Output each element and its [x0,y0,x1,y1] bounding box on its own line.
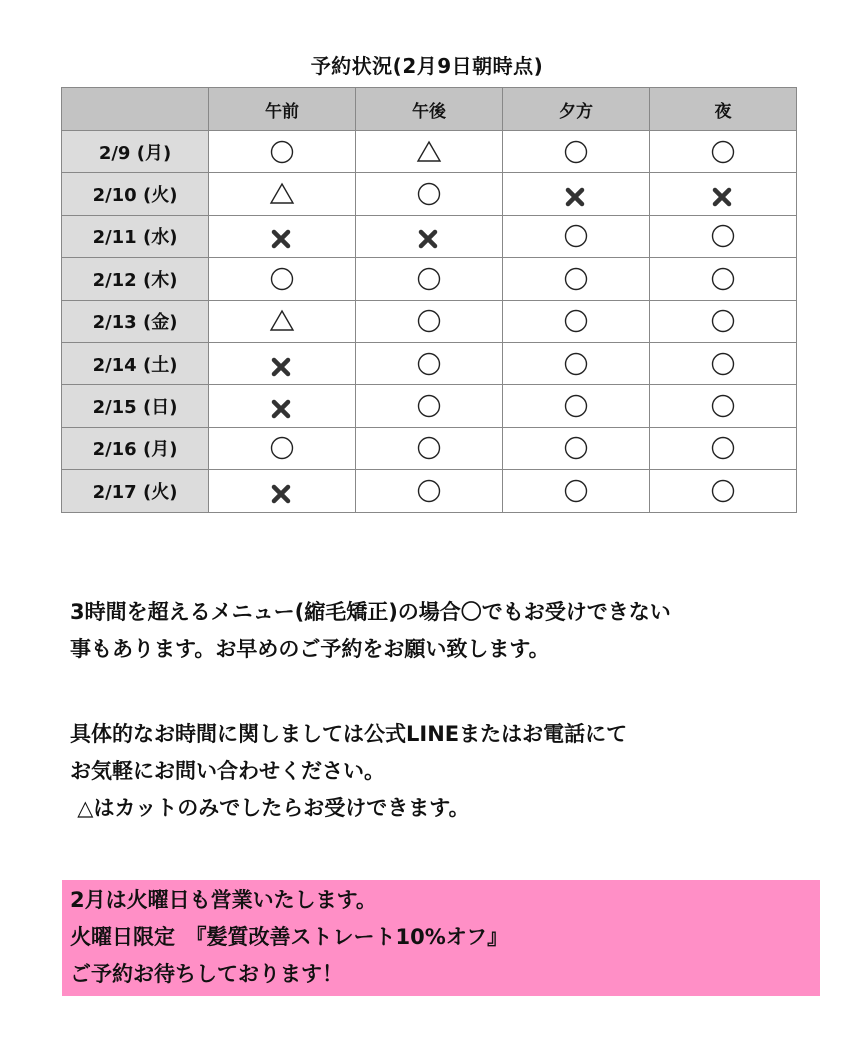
circle-mark-icon [563,223,589,249]
slot-cell-morning [209,342,356,384]
slot-cell-morning [209,470,356,512]
table-body [62,131,797,513]
notice-paragraph-2 [70,716,627,827]
table-row [62,173,797,215]
slot-cell-night [650,470,797,512]
notice-line: 事もあります。お早めのご予約をお願い致します。 [70,637,550,661]
circle-mark-icon [563,351,589,377]
date-cell: 2/12 (木) [62,258,209,300]
triangle-mark-icon [416,139,442,165]
slot-cell-morning [209,215,356,257]
circle-mark-icon [416,308,442,334]
date-cell: 2/9 (月) [62,131,209,173]
circle-mark-icon [710,139,736,165]
slot-cell-night [650,427,797,469]
cross-mark-icon [416,223,442,249]
slot-cell-evening [503,385,650,427]
triangle-mark-icon [269,181,295,207]
slot-cell-afternoon [356,258,503,300]
table-header-row [62,88,797,131]
slot-cell-evening [503,427,650,469]
slot-cell-afternoon [356,470,503,512]
date-cell: 2/15 (日) [62,385,209,427]
table-row [62,342,797,384]
circle-mark-icon [416,266,442,292]
slot-cell-afternoon [356,342,503,384]
slot-cell-night [650,342,797,384]
slot-cell-night [650,258,797,300]
notice-line: △はカットのみでしたらお受けできます。 [70,796,470,820]
slot-cell-morning [209,385,356,427]
header-evening: 夕方 [503,88,650,131]
slot-cell-night [650,215,797,257]
cross-mark-icon [269,393,295,419]
date-cell: 2/17 (火) [62,470,209,512]
table-row [62,385,797,427]
notice-line: 3時間を超えるメニュー(縮毛矯正)の場合〇でもお受けできない [70,600,671,624]
notice-line: お気軽にお問い合わせください。 [70,759,385,783]
circle-mark-icon [710,393,736,419]
cross-mark-icon [269,478,295,504]
notice-line: 具体的なお時間に関しましては公式LINEまたはお電話にて [70,722,628,746]
circle-mark-icon [563,393,589,419]
slot-cell-evening [503,342,650,384]
circle-mark-icon [563,266,589,292]
slot-cell-afternoon [356,215,503,257]
notice-paragraph-1 [70,594,671,668]
slot-cell-night [650,131,797,173]
circle-mark-icon [563,139,589,165]
promo-banner [62,880,820,996]
circle-mark-icon [269,435,295,461]
circle-mark-icon [269,266,295,292]
header-corner-cell [62,88,209,131]
date-cell: 2/16 (月) [62,427,209,469]
slot-cell-morning [209,427,356,469]
slot-cell-evening [503,131,650,173]
header-morning: 午前 [209,88,356,131]
reservation-table [61,87,797,513]
circle-mark-icon [416,181,442,207]
page-title: 予約状況(2月9日朝時点) [310,54,544,78]
slot-cell-afternoon [356,173,503,215]
header-afternoon: 午後 [356,88,503,131]
slot-cell-night [650,385,797,427]
table-row [62,131,797,173]
slot-cell-evening [503,215,650,257]
table-row [62,427,797,469]
circle-mark-icon [416,351,442,377]
circle-mark-icon [710,351,736,377]
date-cell: 2/10 (火) [62,173,209,215]
circle-mark-icon [710,223,736,249]
slot-cell-afternoon [356,385,503,427]
circle-mark-icon [416,393,442,419]
slot-cell-night [650,300,797,342]
slot-cell-morning [209,131,356,173]
circle-mark-icon [710,478,736,504]
slot-cell-night [650,173,797,215]
header-night: 夜 [650,88,797,131]
date-cell: 2/13 (金) [62,300,209,342]
promo-line: 2月は火曜日も営業いたします。 [70,888,377,912]
slot-cell-afternoon [356,427,503,469]
date-cell: 2/11 (水) [62,215,209,257]
slot-cell-morning [209,258,356,300]
circle-mark-icon [710,435,736,461]
circle-mark-icon [710,308,736,334]
cross-mark-icon [710,181,736,207]
promo-line: ご予約お待ちしております！ [70,962,343,986]
table-row [62,470,797,512]
table-row [62,258,797,300]
circle-mark-icon [416,478,442,504]
circle-mark-icon [563,308,589,334]
circle-mark-icon [416,435,442,461]
cross-mark-icon [563,181,589,207]
slot-cell-evening [503,470,650,512]
circle-mark-icon [563,478,589,504]
circle-mark-icon [269,139,295,165]
slot-cell-afternoon [356,300,503,342]
slot-cell-evening [503,300,650,342]
circle-mark-icon [563,435,589,461]
circle-mark-icon [710,266,736,292]
slot-cell-afternoon [356,131,503,173]
slot-cell-evening [503,173,650,215]
table-row [62,300,797,342]
slot-cell-morning [209,300,356,342]
promo-line: 火曜日限定 『髪質改善ストレート10%オフ』 [70,925,509,949]
triangle-mark-icon [269,308,295,334]
cross-mark-icon [269,223,295,249]
cross-mark-icon [269,351,295,377]
slot-cell-evening [503,258,650,300]
date-cell: 2/14 (土) [62,342,209,384]
slot-cell-morning [209,173,356,215]
table-row [62,215,797,257]
